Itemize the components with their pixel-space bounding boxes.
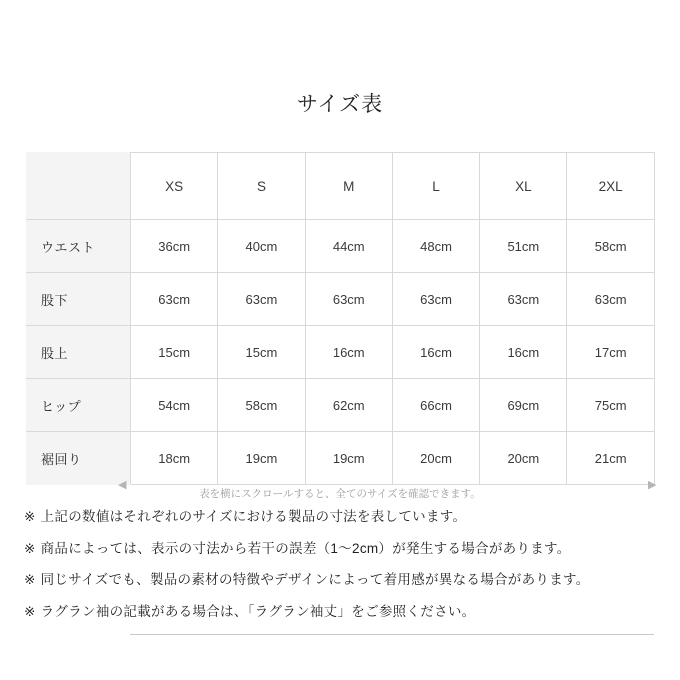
row-label-hip: ヒップ bbox=[27, 379, 131, 432]
note-mark-icon: ※ bbox=[24, 572, 36, 587]
column-header-xs: XS bbox=[131, 153, 218, 220]
note-item bbox=[24, 510, 664, 524]
note-text: 商品によっては、表示の寸法から若干の誤差（1〜2cm）が発生する場合があります。 bbox=[40, 540, 571, 556]
cell-waist-xl: 51cm bbox=[480, 220, 567, 273]
size-table bbox=[26, 152, 655, 485]
cell-rise-m: 16cm bbox=[305, 326, 392, 379]
column-header-2xl: 2XL bbox=[567, 153, 654, 220]
cell-hem-xs: 18cm bbox=[131, 432, 218, 485]
table-row bbox=[27, 379, 655, 432]
table-row bbox=[27, 326, 655, 379]
note-item bbox=[24, 542, 664, 556]
cell-hip-2xl: 75cm bbox=[567, 379, 654, 432]
cell-hem-2xl: 21cm bbox=[567, 432, 654, 485]
cell-hip-xl: 69cm bbox=[480, 379, 567, 432]
note-item bbox=[24, 573, 664, 587]
cell-hip-xs: 54cm bbox=[131, 379, 218, 432]
note-mark-icon: ※ bbox=[24, 540, 36, 556]
row-label-inseam: 股下 bbox=[27, 273, 131, 326]
row-label-rise: 股上 bbox=[27, 326, 131, 379]
scroll-hint-text: 表を横にスクロールすると、全てのサイズを確認できます。 bbox=[199, 488, 481, 500]
cell-hip-m: 62cm bbox=[305, 379, 392, 432]
cell-inseam-xl: 63cm bbox=[480, 273, 567, 326]
row-label-hem: 裾回り bbox=[27, 432, 131, 485]
table-row bbox=[27, 432, 655, 485]
note-text: 同じサイズでも、製品の素材の特徴やデザインによって着用感が異なる場合があります。 bbox=[40, 572, 590, 587]
column-header-m: M bbox=[305, 153, 392, 220]
notes-list bbox=[24, 510, 664, 636]
note-text: ラグラン袖の記載がある場合は、「ラグラン袖丈」をご参照ください。 bbox=[40, 603, 476, 619]
cell-inseam-m: 63cm bbox=[305, 273, 392, 326]
scroll-left-arrow-icon[interactable]: ◀ bbox=[118, 479, 127, 491]
scroll-right-arrow-icon[interactable]: ▶ bbox=[648, 479, 657, 491]
cell-hip-l: 66cm bbox=[392, 379, 479, 432]
note-mark-icon: ※ bbox=[24, 509, 36, 524]
cell-rise-xl: 16cm bbox=[480, 326, 567, 379]
table-corner-cell bbox=[27, 153, 131, 220]
cell-waist-l: 48cm bbox=[392, 220, 479, 273]
page-title: サイズ表 bbox=[296, 93, 384, 116]
column-header-s: S bbox=[218, 153, 305, 220]
cell-rise-s: 15cm bbox=[218, 326, 305, 379]
cell-hip-s: 58cm bbox=[218, 379, 305, 432]
cell-inseam-2xl: 63cm bbox=[567, 273, 654, 326]
row-label-waist: ウエスト bbox=[27, 220, 131, 273]
table-row bbox=[27, 220, 655, 273]
cell-waist-s: 40cm bbox=[218, 220, 305, 273]
note-item bbox=[24, 605, 664, 619]
cell-hem-m: 19cm bbox=[305, 432, 392, 485]
table-header-row bbox=[27, 153, 655, 220]
cell-waist-2xl: 58cm bbox=[567, 220, 654, 273]
cell-hem-s: 19cm bbox=[218, 432, 305, 485]
cell-hem-l: 20cm bbox=[392, 432, 479, 485]
column-header-xl: XL bbox=[480, 153, 567, 220]
note-text: 上記の数値はそれぞれのサイズにおける製品の寸法を表しています。 bbox=[40, 509, 467, 524]
cell-waist-xs: 36cm bbox=[131, 220, 218, 273]
table-row bbox=[27, 273, 655, 326]
size-table-container bbox=[26, 152, 654, 485]
cell-rise-l: 16cm bbox=[392, 326, 479, 379]
note-mark-icon: ※ bbox=[24, 603, 36, 619]
column-header-l: L bbox=[392, 153, 479, 220]
cell-hem-xl: 20cm bbox=[480, 432, 567, 485]
cell-inseam-l: 63cm bbox=[392, 273, 479, 326]
cell-inseam-s: 63cm bbox=[218, 273, 305, 326]
cell-inseam-xs: 63cm bbox=[131, 273, 218, 326]
cell-rise-2xl: 17cm bbox=[567, 326, 654, 379]
cell-rise-xs: 15cm bbox=[131, 326, 218, 379]
cell-waist-m: 44cm bbox=[305, 220, 392, 273]
